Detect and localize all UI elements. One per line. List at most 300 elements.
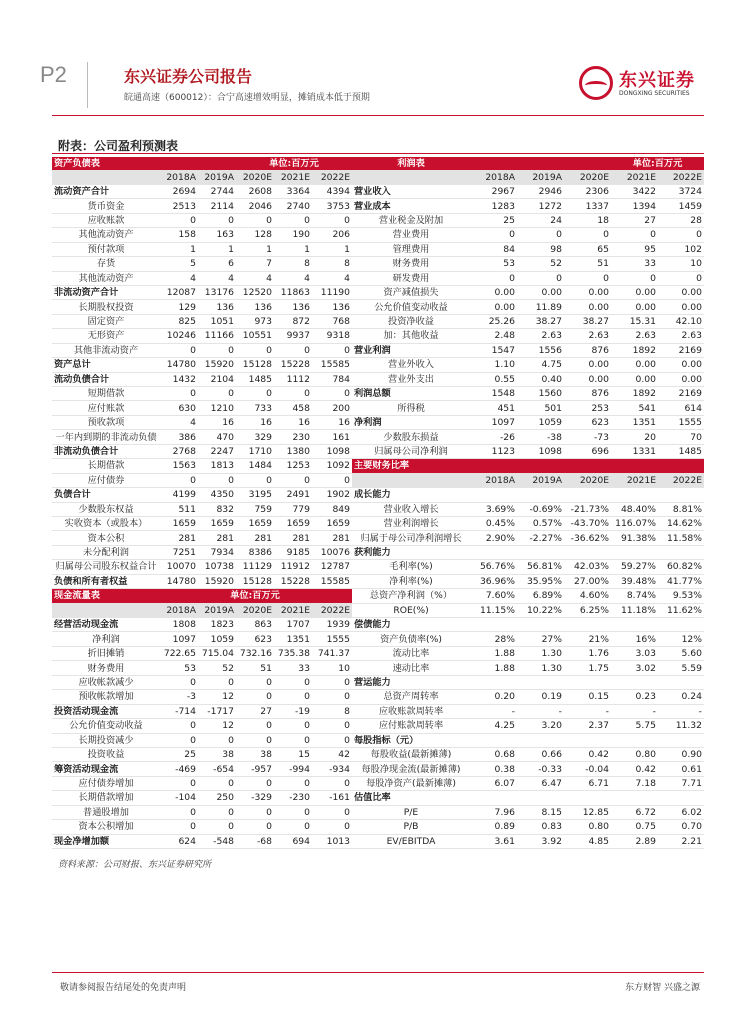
table-cell: 15 [274, 747, 312, 761]
table-cell: 0.00 [658, 358, 704, 372]
year-header: 2018A [160, 170, 198, 184]
table-cell: 2946 [517, 184, 564, 198]
table-cell: 1823 [198, 618, 236, 632]
table-cell: 27 [236, 704, 274, 718]
row-label: 营业税金及附加 [352, 213, 470, 227]
table-cell: 102 [658, 242, 704, 256]
source-note: 资料来源：公司财报、东兴证券研究所 [58, 860, 212, 870]
table-cell: 0 [611, 271, 658, 285]
table-cell: 0 [198, 343, 236, 357]
table-cell: 1555 [312, 632, 352, 646]
table-cell: 12.85 [564, 805, 611, 819]
table-cell: 1059 [198, 632, 236, 646]
table-cell: 39.48% [611, 574, 658, 588]
row-label: 投资净收益 [352, 314, 470, 328]
section-title: 资产负债表 [52, 157, 160, 170]
table-row [52, 791, 704, 805]
table-cell: 1.10 [470, 358, 517, 372]
table-cell: 14.62% [658, 516, 704, 530]
table-cell: 1351 [611, 415, 658, 429]
table-cell: 0 [470, 271, 517, 285]
table-cell: 206 [312, 228, 352, 242]
table-cell: 825 [160, 314, 198, 328]
row-label: 应付债券增加 [52, 776, 160, 790]
table-cell: 1098 [312, 444, 352, 458]
table-section-header [52, 157, 704, 170]
table-cell [611, 488, 658, 502]
year-spacer [52, 603, 160, 617]
table-cell: 1659 [236, 516, 274, 530]
table-cell: 511 [160, 502, 198, 516]
table-cell: 9.53% [658, 589, 704, 603]
row-label: 货币资金 [52, 199, 160, 213]
table-row [52, 488, 704, 502]
table-cell [611, 791, 658, 805]
table-cell: -654 [198, 762, 236, 776]
row-label: 营业利润 [352, 343, 470, 357]
row-label: 公允价值变动收益 [52, 719, 160, 733]
row-label: 成长能力 [352, 488, 470, 502]
table-cell: 0 [470, 228, 517, 242]
table-cell: 1210 [198, 401, 236, 415]
row-label: P/E [352, 805, 470, 819]
table-cell: 2104 [198, 372, 236, 386]
row-label: 长期借款 [52, 459, 160, 473]
table-cell: 0 [312, 473, 352, 487]
table-cell: 6.07 [470, 776, 517, 790]
table-cell: 6.25% [564, 603, 611, 617]
table-cell: 15228 [274, 574, 312, 588]
table-cell: 98 [517, 242, 564, 256]
table-cell: - [517, 704, 564, 718]
table-cell [611, 733, 658, 747]
table-row [52, 516, 704, 530]
table-cell: 6.71 [564, 776, 611, 790]
table-cell: 16 [198, 415, 236, 429]
table-cell: 70 [658, 430, 704, 444]
table-cell: -36.62% [564, 531, 611, 545]
row-label: 存货 [52, 257, 160, 271]
table-cell: 0 [236, 805, 274, 819]
table-cell: 15585 [312, 574, 352, 588]
section-title: 现金流量表 [52, 589, 160, 603]
table-cell: 116.07% [611, 516, 658, 530]
table-cell: 630 [160, 401, 198, 415]
table-cell: 0.23 [611, 690, 658, 704]
row-label: 财务费用 [352, 257, 470, 271]
row-label: 折旧摊销 [52, 646, 160, 660]
table-cell [658, 488, 704, 502]
row-label: 应收账款周转率 [352, 704, 470, 718]
table-cell: 0 [160, 473, 198, 487]
table-cell: 1098 [517, 444, 564, 458]
table-cell: 0 [198, 805, 236, 819]
row-label: 净利润 [352, 415, 470, 429]
row-label: 资本公积 [52, 531, 160, 545]
row-label: EV/EBITDA [352, 834, 470, 848]
row-label: 归属于母公司净利润增长 [352, 531, 470, 545]
table-cell: 52 [198, 661, 236, 675]
table-cell: 0 [160, 776, 198, 790]
table-cell: 9937 [274, 329, 312, 343]
table-row [52, 300, 704, 314]
row-label: 资产负债率(%) [352, 632, 470, 646]
table-cell: 0 [236, 213, 274, 227]
table-cell: 624 [160, 834, 198, 848]
table-cell: 27 [611, 213, 658, 227]
row-label: 资本公积增加 [52, 820, 160, 834]
table-cell: 2967 [470, 184, 517, 198]
table-cell: 8.15 [517, 805, 564, 819]
table-cell: 0 [312, 719, 352, 733]
table-cell: 281 [160, 531, 198, 545]
table-cell: 0.00 [517, 285, 564, 299]
table-cell: 2491 [274, 488, 312, 502]
row-label: 流动负债合计 [52, 372, 160, 386]
table-cell: 10076 [312, 545, 352, 559]
table-cell: 2114 [198, 199, 236, 213]
table-cell: 0 [564, 228, 611, 242]
table-cell: 6.72 [611, 805, 658, 819]
table-cell: 1.88 [470, 661, 517, 675]
table-cell: 1380 [274, 444, 312, 458]
year-header: 2022E [312, 603, 352, 617]
table-cell: 1 [274, 242, 312, 256]
table-cell: 42.03% [564, 560, 611, 574]
table-cell [564, 545, 611, 559]
table-cell: 5.60 [658, 646, 704, 660]
logo-text-en: DONGXING SECURITIES [619, 90, 690, 97]
table-cell: 0.00 [658, 285, 704, 299]
table-cell: 65 [564, 242, 611, 256]
row-label: 预付款项 [52, 242, 160, 256]
table-cell: 12787 [312, 560, 352, 574]
table-cell: 0 [312, 805, 352, 819]
table-cell: 1253 [274, 459, 312, 473]
table-cell: 1.75 [564, 661, 611, 675]
table-cell: 1 [312, 242, 352, 256]
table-cell: 11.89 [517, 300, 564, 314]
table-cell: 1813 [198, 459, 236, 473]
table-cell: 8 [312, 704, 352, 718]
table-cell: 0.00 [611, 300, 658, 314]
table-cell [517, 675, 564, 689]
table-cell: 1351 [274, 632, 312, 646]
table-cell: 9318 [312, 329, 352, 343]
table-cell: 0 [312, 387, 352, 401]
table-cell: 253 [564, 401, 611, 415]
row-label: 估值比率 [352, 791, 470, 805]
table-cell: 0.90 [658, 747, 704, 761]
year-spacer [52, 170, 160, 184]
table-cell: 614 [658, 401, 704, 415]
table-cell: 0 [236, 387, 274, 401]
table-cell: 13176 [198, 285, 236, 299]
row-label: ROE(%) [352, 603, 470, 617]
row-label: 营业收入 [352, 184, 470, 198]
table-cell: 25 [160, 747, 198, 761]
row-label: 毛利率(%) [352, 560, 470, 574]
table-row [52, 228, 704, 242]
table-cell: 3.20 [517, 719, 564, 733]
table-cell: -0.33 [517, 762, 564, 776]
table-cell: 0 [160, 733, 198, 747]
row-label: 利润总额 [352, 387, 470, 401]
table-cell: 1659 [274, 516, 312, 530]
table-cell: 4 [312, 271, 352, 285]
table-cell: 0 [658, 228, 704, 242]
row-label: 普通股增加 [52, 805, 160, 819]
table-cell: 16 [236, 415, 274, 429]
table-cell: 24 [517, 213, 564, 227]
table-cell: 281 [198, 531, 236, 545]
table-cell: -994 [274, 762, 312, 776]
table-cell: 1097 [470, 415, 517, 429]
table-cell: 458 [274, 401, 312, 415]
table-cell: 694 [274, 834, 312, 848]
table-cell: 541 [611, 401, 658, 415]
table-cell: 3.02 [611, 661, 658, 675]
table-cell: 27% [517, 632, 564, 646]
table-cell: 1097 [160, 632, 198, 646]
table-cell: 3753 [312, 199, 352, 213]
section-title: 利润表 [352, 157, 470, 170]
table-cell: 11.62% [658, 603, 704, 617]
table-cell: 10246 [160, 329, 198, 343]
table-row [52, 199, 704, 213]
table-cell: 15.31 [611, 314, 658, 328]
table-cell: 51 [564, 257, 611, 271]
table-cell: 1283 [470, 199, 517, 213]
table-cell: 11863 [274, 285, 312, 299]
table-cell: 36.96% [470, 574, 517, 588]
table-cell: 95 [611, 242, 658, 256]
table-cell: 0 [274, 213, 312, 227]
table-row [52, 459, 704, 473]
table-cell [658, 675, 704, 689]
table-cell: 0 [274, 387, 312, 401]
header-spacer [564, 157, 611, 170]
table-cell: 161 [312, 430, 352, 444]
table-cell: -161 [312, 791, 352, 805]
row-label: 应付账款周转率 [352, 719, 470, 733]
table-cell: 1548 [470, 387, 517, 401]
table-cell: 10551 [236, 329, 274, 343]
table-cell: -3 [160, 690, 198, 704]
row-label: 其他流动资产 [52, 228, 160, 242]
row-label: 应付账款 [52, 401, 160, 415]
table-row [52, 661, 704, 675]
table-cell: 53 [470, 257, 517, 271]
table-cell: 3724 [658, 184, 704, 198]
table-cell: 1659 [160, 516, 198, 530]
table-cell: 0 [274, 805, 312, 819]
table-cell [611, 545, 658, 559]
row-label: 每股指标（元） [352, 733, 470, 747]
table-cell: 158 [160, 228, 198, 242]
table-cell: 0.57% [517, 516, 564, 530]
row-label: 营业收入增长 [352, 502, 470, 516]
table-cell [470, 488, 517, 502]
table-cell: 733 [236, 401, 274, 415]
footer-disclaimer: 敬请参阅报告结尾处的免责声明 [60, 983, 187, 993]
row-label: 流动资产合计 [52, 184, 160, 198]
year-header: 2021E [274, 603, 312, 617]
table-cell: 0 [312, 675, 352, 689]
row-label: 资产减值损失 [352, 285, 470, 299]
table-cell: 0.55 [470, 372, 517, 386]
table-cell: -2.27% [517, 531, 564, 545]
table-cell: 2768 [160, 444, 198, 458]
table-cell: -68 [236, 834, 274, 848]
table-cell: 0.42 [611, 762, 658, 776]
table-cell: 0.83 [517, 820, 564, 834]
table-cell: 38.27 [564, 314, 611, 328]
table-cell: 4 [274, 271, 312, 285]
row-label: 长期借款增加 [52, 791, 160, 805]
table-cell: 2306 [564, 184, 611, 198]
table-row [52, 675, 704, 689]
table-cell: 7.18 [611, 776, 658, 790]
table-cell: 1484 [236, 459, 274, 473]
table-cell: 2.63 [564, 329, 611, 343]
table-cell: 0 [274, 343, 312, 357]
table-cell: -548 [198, 834, 236, 848]
table-row [52, 257, 704, 271]
table-row [52, 820, 704, 834]
table-cell: 5 [160, 257, 198, 271]
table-cell: 0 [160, 820, 198, 834]
table-cell: 2.63 [517, 329, 564, 343]
table-cell: 7.71 [658, 776, 704, 790]
table-cell: 11912 [274, 560, 312, 574]
table-cell: 779 [274, 502, 312, 516]
table-row [52, 401, 704, 415]
table-row [52, 372, 704, 386]
table-cell: 0 [160, 719, 198, 733]
table-cell: 0 [236, 719, 274, 733]
unit-label: 单位:百万元 [198, 589, 312, 603]
table-row [52, 733, 704, 747]
table-cell: 501 [517, 401, 564, 415]
table-cell [658, 545, 704, 559]
table-cell: 0 [274, 473, 312, 487]
table-cell: 8.81% [658, 502, 704, 516]
row-label: 筹资活动现金流 [52, 762, 160, 776]
row-label: 净利率(%) [352, 574, 470, 588]
table-cell: 163 [198, 228, 236, 242]
table-cell [470, 675, 517, 689]
table-cell: 0 [160, 675, 198, 689]
table-cell: 1485 [236, 372, 274, 386]
table-cell: 0.70 [658, 820, 704, 834]
table-cell: 20 [611, 430, 658, 444]
table-cell: 0.24 [658, 690, 704, 704]
row-label: 其他非流动资产 [52, 343, 160, 357]
table-cell: -104 [160, 791, 198, 805]
table-cell: 7934 [198, 545, 236, 559]
table-cell: 12087 [160, 285, 198, 299]
table-cell: 872 [274, 314, 312, 328]
table-cell: -714 [160, 704, 198, 718]
table-cell: 1555 [658, 415, 704, 429]
table-cell: 1459 [658, 199, 704, 213]
table-cell: 0 [611, 228, 658, 242]
table-cell: 3.61 [470, 834, 517, 848]
table-cell: 1394 [611, 199, 658, 213]
table-cell: 1939 [312, 618, 352, 632]
table-cell: 136 [236, 300, 274, 314]
row-label: 预收款项 [52, 415, 160, 429]
header-spacer [517, 157, 564, 170]
table-row [52, 358, 704, 372]
table-cell: 14780 [160, 574, 198, 588]
row-label: 公允价值变动收益 [352, 300, 470, 314]
table-cell: 0.80 [564, 820, 611, 834]
row-label: 负债和所有者权益 [52, 574, 160, 588]
table-cell: 7 [236, 257, 274, 271]
table-cell: - [564, 704, 611, 718]
year-header: 2019A [198, 170, 236, 184]
table-cell: 2.90% [470, 531, 517, 545]
table-cell: 7251 [160, 545, 198, 559]
table-cell: 0.20 [470, 690, 517, 704]
table-cell [517, 488, 564, 502]
table-cell: 0 [658, 271, 704, 285]
appendix-title: 附表：公司盈利预测表 [58, 139, 179, 153]
table-cell: 849 [312, 502, 352, 516]
table-cell: 1.88 [470, 646, 517, 660]
table-row [52, 560, 704, 574]
header-spacer [312, 589, 352, 603]
row-label: 长期投资减少 [52, 733, 160, 747]
table-cell: 1432 [160, 372, 198, 386]
table-cell: 1808 [160, 618, 198, 632]
table-cell: 25 [470, 213, 517, 227]
table-cell: 56.81% [517, 560, 564, 574]
table-cell: 973 [236, 314, 274, 328]
table-cell: 1556 [517, 343, 564, 357]
row-label: 营业成本 [352, 199, 470, 213]
table-row [52, 603, 704, 617]
row-label: 每股收益(最新摊薄) [352, 747, 470, 761]
table-cell: 1485 [658, 444, 704, 458]
table-cell: 0.42 [564, 747, 611, 761]
table-cell: 623 [564, 415, 611, 429]
table-cell: 0 [517, 271, 564, 285]
logo-text-cn: 东兴证券 [619, 70, 695, 91]
table-cell: 0.75 [611, 820, 658, 834]
table-row [52, 415, 704, 429]
table-row [52, 618, 704, 632]
table-cell: -73 [564, 430, 611, 444]
table-cell: 0 [198, 213, 236, 227]
table-cell: 0 [160, 213, 198, 227]
year-header: 2019A [198, 603, 236, 617]
table-cell: 15128 [236, 358, 274, 372]
table-cell: 6.89% [517, 589, 564, 603]
title-rule [52, 153, 704, 154]
row-label: 少数股东损益 [352, 430, 470, 444]
table-cell: 329 [236, 430, 274, 444]
table-cell: 0.00 [564, 285, 611, 299]
table-cell: 11.32 [658, 719, 704, 733]
table-cell: 281 [274, 531, 312, 545]
unit-label: 单位:百万元 [611, 157, 704, 170]
table-cell: 0.89 [470, 820, 517, 834]
table-cell: 1560 [517, 387, 564, 401]
table-cell: 1059 [517, 415, 564, 429]
